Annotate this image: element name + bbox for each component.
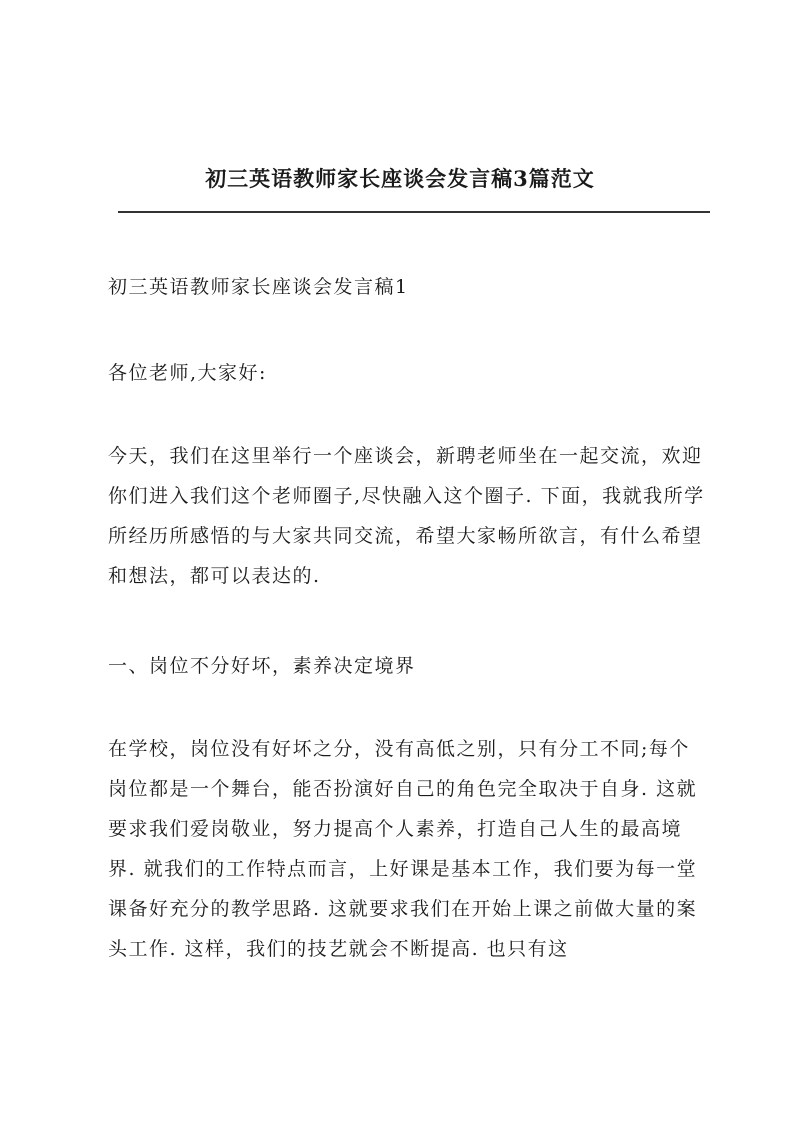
title-divider (118, 211, 710, 213)
section-heading: 一、岗位不分好坏，素养决定境界 (108, 655, 416, 677)
document-title: 初三英语教师家长座谈会发言稿3篇范文 (205, 166, 595, 191)
speech-heading: 初三英语教师家长座谈会发言稿1 (108, 276, 409, 298)
intro-paragraph: 今天，我们在这里举行一个座谈会，新聘老师坐在一起交流，欢迎你们进入我们这个老师圈子,尽快融入这个圈子. 下面，我就我所学所经历所感悟的与大家共同交流，希望大家畅所欲言，有什么希望和想法，都可以表达的. (108, 445, 705, 587)
body-paragraph: 在学校，岗位没有好坏之分，没有高低之别，只有分工不同;每个岗位都是一个舞台，能否扮演好自己的角色完全取决于自身. 这就要求我们爱岗敬业，努力提高个人素养，打造自己人生的最高境界. 就我们的工作特点而言，上好课是基本工作，我们要为每一堂课备好充分的教学思路. 这就要求我们在开始上课之前做大量的案头工作. 这样，我们的技艺就会不断提高. 也只有这 (108, 738, 698, 960)
greeting-paragraph: 各位老师,大家好: (108, 362, 267, 384)
